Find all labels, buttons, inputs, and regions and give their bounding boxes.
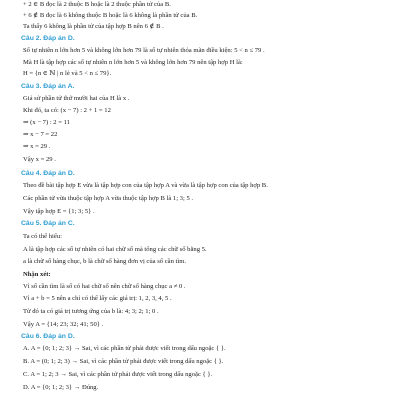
text-line: Ta thấy 6 không là phần tử của tập hợp B nên 6 ∉ B . bbox=[23, 23, 164, 30]
question-heading: Câu 3. Đáp án A. bbox=[21, 83, 75, 90]
text-line: ⇒ (x − 7) : 2 = 11 bbox=[23, 119, 70, 126]
remark-heading: Nhận xét: bbox=[23, 271, 51, 278]
answer-option-d: D. A = {0; 1; 2; 3} → Đúng. bbox=[23, 384, 99, 391]
answer-option-c: C. A = 1; 2; 3 → Sai, vì các phần tử phải được viết trong dấu ngoặc { }. bbox=[23, 371, 213, 378]
text-line: Ta có thể hiểu: bbox=[23, 233, 62, 240]
text-line: Vậy A = {14; 23; 32; 41; 50} . bbox=[23, 321, 104, 328]
text-line: A là tập hợp các số tự nhiên có hai chữ số mà tổng các chữ số bằng 5. bbox=[23, 246, 207, 253]
text-line: Khi đó, ta có: (x − 7) : 2 + 1 = 12 bbox=[23, 107, 111, 114]
text-line: Mà H là tập hợp các số tự nhiên n lớn hơn 5 và không lớn hơn 79 nên tập hợp H là: bbox=[23, 59, 243, 66]
text-line: + 6 ∉ B đọc là 6 không thuộc B hoặc là 6 không là phần tử của B. bbox=[23, 12, 198, 19]
text-line: Từ đó ta có giá trị tương ứng của b là: 4; 3; 2; 1; 0 . bbox=[23, 308, 159, 315]
text-line: H = {n ∈ ℕ | n lẻ và 5 < n ≤ 79}. bbox=[23, 70, 112, 77]
text-line: Vì a + b = 5 nên a chỉ có thể lấy các giá trị: 1, 2, 3, 4, 5 . bbox=[23, 295, 172, 302]
text-line: Số tự nhiên n lớn hơn 5 và không lớn hơn 79 là số tự nhiên thỏa mãn điều kiện: 5 < n ≤ 79 . bbox=[23, 47, 265, 54]
text-line: Vậy tập hợp E = {1; 3; 5} . bbox=[23, 208, 95, 215]
text-line: ⇒ x − 7 = 22 bbox=[23, 131, 58, 138]
answer-option-a: A. A = {0; 1; 2; 3} → Sai, vì các phần tử phải được viết trong dấu ngoặc { }. bbox=[23, 345, 226, 352]
answer-option-b: B. A = (0; 1; 2; 3) → Sai, vì các phần tử phải được viết trong dấu ngoặc { }. bbox=[23, 358, 224, 365]
text-line: a là chữ số hàng chục, b là chữ số hàng đơn vị của số cần tìm. bbox=[23, 258, 186, 265]
text-line: Theo đề bài tập hợp E vừa là tập hợp con của tập hợp A và vừa là tập hợp con của tập hợp B. bbox=[23, 182, 268, 189]
text-line: + 2 ∈ B đọc là 2 thuộc B hoặc là 2 thuộc phần tử của B. bbox=[23, 1, 171, 8]
question-heading: Câu 5. Đáp án C. bbox=[21, 220, 75, 227]
text-line: ⇒ x = 29 . bbox=[23, 143, 51, 150]
text-line: Các phần tử vừa thuộc tập hợp A vừa thuộc tập hợp B là 1; 3; 5 . bbox=[23, 195, 194, 202]
text-line: Vậy x = 29 . bbox=[23, 156, 56, 163]
text-line: Giả sử phần tử thứ mười hai của H là x . bbox=[23, 95, 130, 102]
text-line: Vì số cần tìm là số có hai chữ số nên chữ số hàng chục a ≠ 0 . bbox=[23, 283, 186, 290]
question-heading: Câu 4. Đáp án D. bbox=[21, 170, 75, 177]
question-heading: Câu 2. Đáp án D. bbox=[21, 35, 75, 42]
question-heading: Câu 6. Đáp án D. bbox=[21, 333, 75, 340]
